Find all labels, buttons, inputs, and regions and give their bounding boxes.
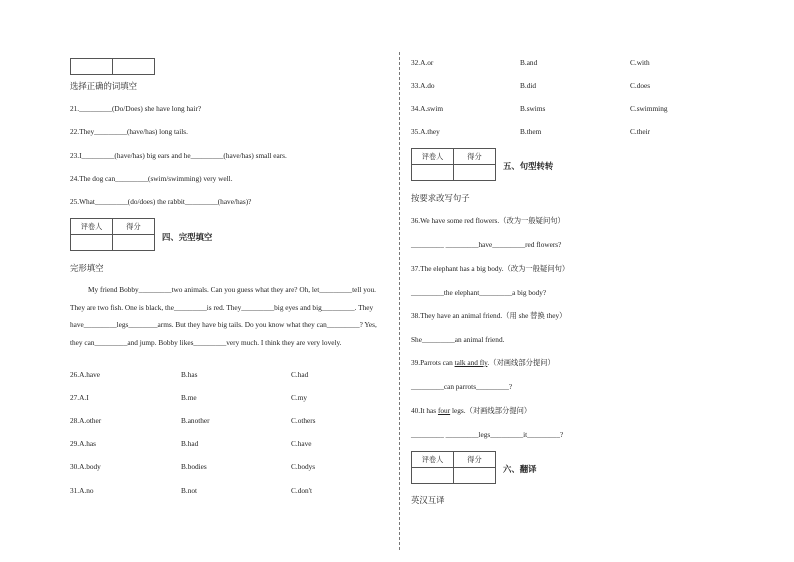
section6-title: 六、翻译 xyxy=(503,464,537,474)
option-29c: C.have xyxy=(291,439,312,448)
answer-37: _________the elephant_________a big body? xyxy=(411,288,547,297)
option-26b: B.has xyxy=(181,370,198,379)
answer-40: _________ _________legs_________it_________? xyxy=(411,430,564,439)
option-34c: C.swimming xyxy=(630,104,668,113)
question-37: 37.The elephant has a big body.（改为一般疑问句） xyxy=(411,264,570,273)
option-26c: C.had xyxy=(291,370,309,379)
option-28c: C.others xyxy=(291,416,316,425)
section5-instruction: 按要求改写句子 xyxy=(411,193,470,203)
option-31c: C.don't xyxy=(291,486,312,495)
grader-label: 评卷人 xyxy=(71,219,113,235)
section5-title: 五、句型转转 xyxy=(503,161,554,171)
option-29b: B.had xyxy=(181,439,199,448)
question-24: 24.The dog can_________(swim/swimming) very well. xyxy=(70,174,233,183)
option-30a: 30.A.body xyxy=(70,462,101,471)
cloze-passage xyxy=(70,281,388,351)
score-box-section5 xyxy=(411,148,496,181)
option-31b: B.not xyxy=(181,486,198,495)
score-box-section6 xyxy=(411,451,496,484)
option-32b: B.and xyxy=(520,58,538,67)
section4-instruction: 完形填空 xyxy=(70,263,104,273)
answer-36: _________ _________have_________red flowers? xyxy=(411,240,562,249)
option-27a: 27.A.I xyxy=(70,393,89,402)
score-box-section4 xyxy=(70,218,155,251)
option-26a: 26.A.have xyxy=(70,370,100,379)
section6-instruction: 英汉互译 xyxy=(411,495,445,505)
question-23: 23.I_________(have/has) big ears and he_________(have/has) small ears. xyxy=(70,151,287,160)
option-30c: C.bodys xyxy=(291,462,316,471)
question-40: 40.It has four legs.（对画线部分提问） xyxy=(411,406,532,415)
grader-label: 评卷人 xyxy=(412,452,454,468)
column-divider xyxy=(399,52,400,550)
question-38: 38.They have an animal friend.（用 she 替换 they） xyxy=(411,311,567,320)
option-33c: C.does xyxy=(630,81,651,90)
option-34a: 34.A.swim xyxy=(411,104,444,113)
option-27c: C.my xyxy=(291,393,308,402)
option-33b: B.did xyxy=(520,81,537,90)
option-30b: B.bodies xyxy=(181,462,207,471)
score-label: 得分 xyxy=(454,149,496,165)
option-32c: C.with xyxy=(630,58,650,67)
option-28b: B.another xyxy=(181,416,210,425)
grader-label: 评卷人 xyxy=(412,149,454,165)
option-35b: B.them xyxy=(520,127,542,136)
option-34b: B.swims xyxy=(520,104,546,113)
answer-39: _________can parrots_________? xyxy=(411,382,513,391)
score-box-top xyxy=(70,58,155,75)
question-21: 21._________(Do/Does) she have long hair? xyxy=(70,104,202,113)
section3-instruction: 选择正确的词填空 xyxy=(70,81,137,91)
option-29a: 29.A.has xyxy=(70,439,96,448)
question-39: 39.Parrots can talk and fly.（对画线部分提问） xyxy=(411,358,555,367)
option-31a: 31.A.no xyxy=(70,486,94,495)
score-label: 得分 xyxy=(454,452,496,468)
option-28a: 28.A.other xyxy=(70,416,102,425)
question-22: 22.They_________(have/has) long tails. xyxy=(70,127,188,136)
option-35a: 35.A.they xyxy=(411,127,440,136)
question-25: 25.What_________(do/does) the rabbit_________(have/has)? xyxy=(70,197,252,206)
option-27b: B.me xyxy=(181,393,197,402)
section4-title: 四、完型填空 xyxy=(162,232,213,242)
score-label: 得分 xyxy=(113,219,155,235)
question-36: 36.We have some red flowers.（改为一般疑问句） xyxy=(411,216,565,225)
answer-38: She_________an animal friend. xyxy=(411,335,505,344)
cloze-passage-text: My friend Bobby_________two animals. Can you guess what they are? Oh, let_________tell you. They are two fish. One is black, the_________is red. They_________big eyes and big_________. They have_________legs________arms. But they have big tails. Do you know what they can_________? Yes, they can_________and jump. Bobby likes_________very much. I think they are very lovely. xyxy=(70,285,377,347)
option-32a: 32.A.or xyxy=(411,58,434,67)
option-35c: C.their xyxy=(630,127,651,136)
option-33a: 33.A.do xyxy=(411,81,435,90)
underlined-phrase: talk and fly xyxy=(454,358,488,367)
underlined-word: four xyxy=(437,406,451,415)
